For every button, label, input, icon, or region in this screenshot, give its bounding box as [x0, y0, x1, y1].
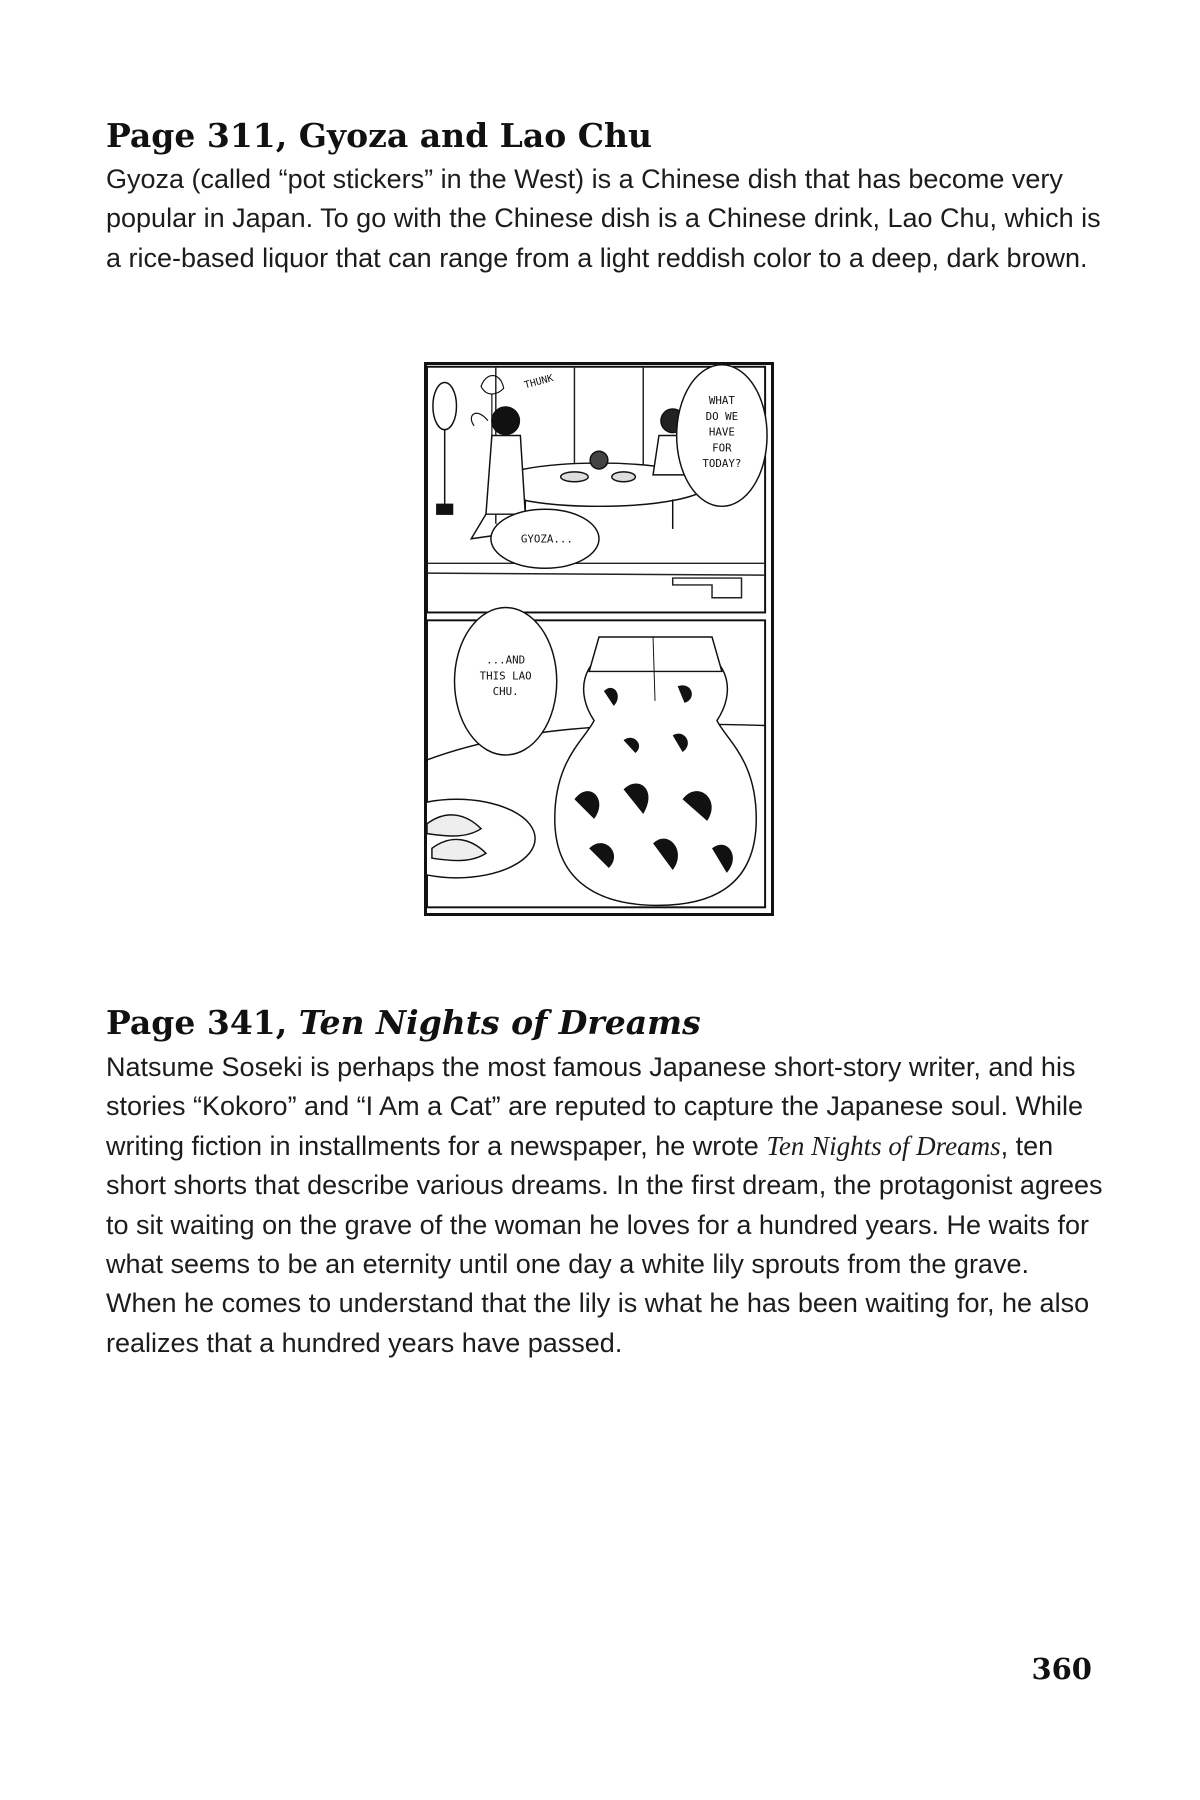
- section-heading-gyoza: [106, 116, 652, 156]
- speech-bubble-3: [455, 608, 557, 755]
- bubble-1-line-1: WHAT: [708, 394, 735, 408]
- book-title-italic: Ten Nights of Dreams: [766, 1130, 1001, 1161]
- manga-illustration: [424, 362, 774, 916]
- heading-title: Ten Nights of Dreams: [298, 1003, 701, 1042]
- heading-page-ref: Page 341,: [106, 1003, 288, 1042]
- speech-bubble-1: [677, 365, 767, 506]
- manga-artwork: [427, 365, 771, 913]
- section-body-ten-nights: [106, 1048, 1106, 1363]
- bubble-3-line-1: ...AND: [486, 653, 526, 667]
- bubble-1-line-4: FOR: [712, 441, 732, 455]
- body-text-part-1: Natsume Soseki is perhaps the most famous Japanese short-story writer, and his stories “Kokoro” and “I Am a Cat” are reputed to capture the Japanese soul. While writing fiction in installments for a newspaper, he wrote: [106, 1052, 1083, 1161]
- heading-title: Gyoza and Lao Chu: [298, 116, 653, 155]
- bubble-1-line-3: HAVE: [708, 425, 735, 439]
- lao-chu-vase: [555, 637, 756, 905]
- speech-bubble-2: [491, 509, 599, 568]
- bubble-3-line-3: CHU.: [492, 685, 519, 699]
- heading-page-ref: Page 311,: [106, 116, 288, 155]
- page-number: 360: [1031, 1652, 1092, 1686]
- bubble-1-line-5: TODAY?: [702, 457, 742, 470]
- bubble-3-line-2: THIS LAO: [479, 669, 532, 683]
- section-body-gyoza: Gyoza (called “pot stickers” in the West) is a Chinese dish that has become very popular in Japan. To go with the Chinese dish is a Chinese drink, Lao Chu, which is a rice-based liquor that can range from a light reddish color to a deep, dark brown.: [106, 164, 1101, 273]
- bubble-1-line-2: DO WE: [705, 409, 739, 423]
- body-text-part-2: , ten short shorts that describe various dreams. In the first dream, the protagonist agrees to sit waiting on the grave of the woman he loves for a hundred years. He waits for what seems to be an eternity until one day a white lily sprouts from the grave. When he comes to understand that the lily is what he has been waiting for, he also realizes that a hundred years have passed.: [106, 1130, 1103, 1358]
- section-heading-ten-nights: [106, 1003, 701, 1043]
- sfx-thunk: THUNK: [523, 372, 555, 392]
- bubble-2-text: GYOZA...: [520, 532, 573, 546]
